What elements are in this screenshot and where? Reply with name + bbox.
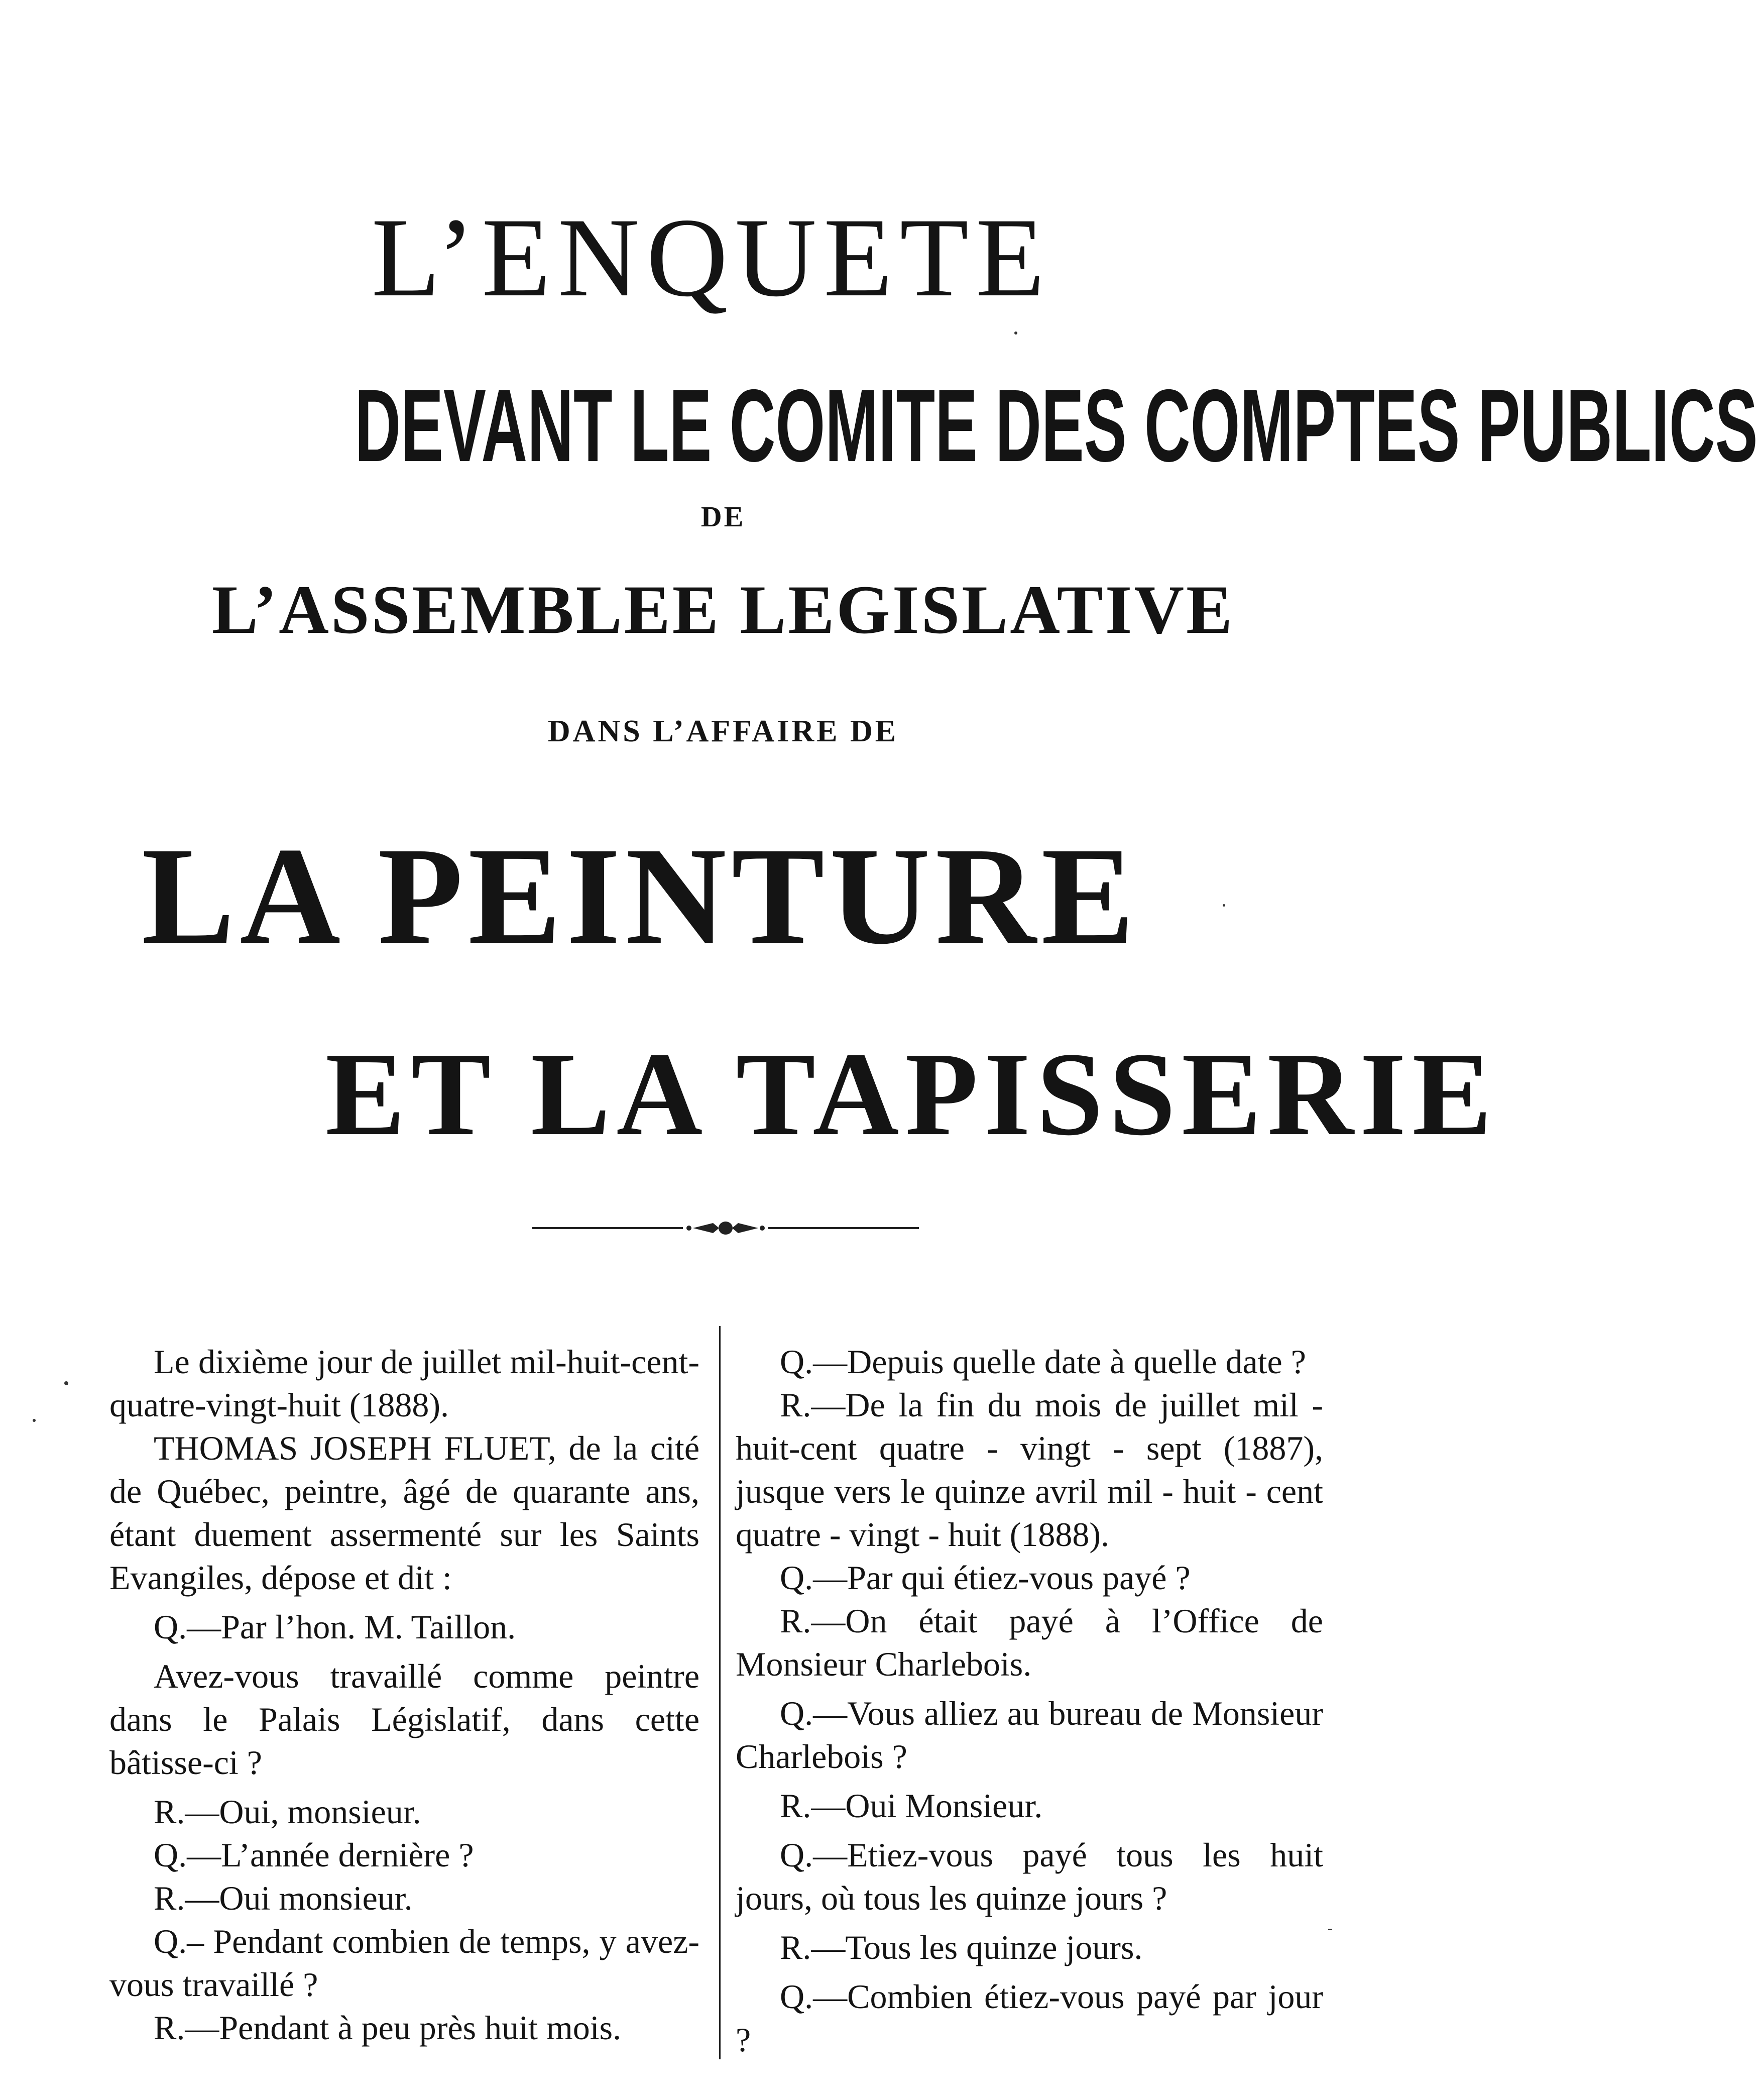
ornamental-rule	[532, 1213, 919, 1243]
print-speck	[33, 1419, 36, 1422]
title-enquete: L’ENQUETE	[371, 194, 1052, 320]
right-column-paragraph: Q.—Vous alliez au bureau de Monsieur Charlebois ?	[736, 1694, 1323, 1776]
right-column	[736, 1340, 1323, 2061]
left-column-paragraph: R.—Pendant à peu près huit mois.	[154, 2009, 622, 2047]
print-speck	[1223, 904, 1225, 907]
left-column-paragraph: R.—Oui monsieur.	[154, 1879, 413, 1917]
left-column-paragraph: Q.—L’année dernière ?	[154, 1836, 474, 1874]
title-la-peinture: LA PEINTURE	[142, 819, 1139, 973]
title-assemblee-legislative: L’ASSEMBLEE LEGISLATIVE	[211, 571, 1235, 648]
title-dans-l-affaire-de: DANS L’AFFAIRE DE	[547, 714, 899, 748]
right-column-paragraph: Q.—Depuis quelle date à quelle date ?	[780, 1343, 1306, 1381]
left-column-paragraph: THOMAS JOSEPH FLUET, de la cité de Québec, peintre, âgé de quarante ans, étant duement assermenté sur les Saints Evangiles, dépose et dit :	[109, 1429, 699, 1597]
print-speck	[1014, 331, 1017, 335]
right-column-paragraph: R.—On était payé à l’Office de Monsieur Charlebois.	[736, 1602, 1323, 1683]
title-de: DE	[700, 500, 746, 533]
column-divider	[719, 1326, 721, 2059]
right-column-paragraph: Q.—Etiez-vous payé tous les huit jours, où tous les quinze jours ?	[736, 1836, 1323, 1917]
left-column-paragraph: Le dixième jour de juillet mil-huit-cent-quatre-vingt-huit (1888).	[109, 1343, 699, 1424]
left-column-paragraph: Q.– Pendant combien de temps, y avez-vous travaillé ?	[109, 1922, 699, 2004]
right-column-paragraph: R.—Tous les quinze jours.	[780, 1928, 1143, 1966]
left-column-paragraph: Avez-vous travaillé comme peintre dans le Palais Législatif, dans cette bâtisse-ci ?	[109, 1657, 699, 1782]
right-column-paragraph: R.—De la fin du mois de juillet mil - huit-cent quatre - vingt - sept (1887), jusque vers le quinze avril mil - huit - cent quatre - vingt - huit (1888).	[736, 1386, 1323, 1554]
title-comite-comptes-publics: DEVANT LE COMITE DES COMPTES PUBLICS	[355, 368, 1758, 483]
title-et-la-tapisserie: ET LA TAPISSERIE	[325, 1028, 1498, 1160]
print-speck	[1328, 1929, 1332, 1930]
right-column-paragraph: Q.—Par qui étiez-vous payé ?	[780, 1559, 1191, 1597]
right-column-paragraph: Q.—Combien étiez-vous payé par jour ?	[736, 1977, 1323, 2059]
right-column-paragraph: R.—Oui Monsieur.	[780, 1787, 1043, 1825]
print-speck	[64, 1381, 68, 1385]
left-column-paragraph: R.—Oui, monsieur.	[154, 1793, 421, 1831]
left-column	[109, 1340, 699, 2049]
left-column-paragraph: Q.—Par l’hon. M. Taillon.	[154, 1608, 516, 1646]
